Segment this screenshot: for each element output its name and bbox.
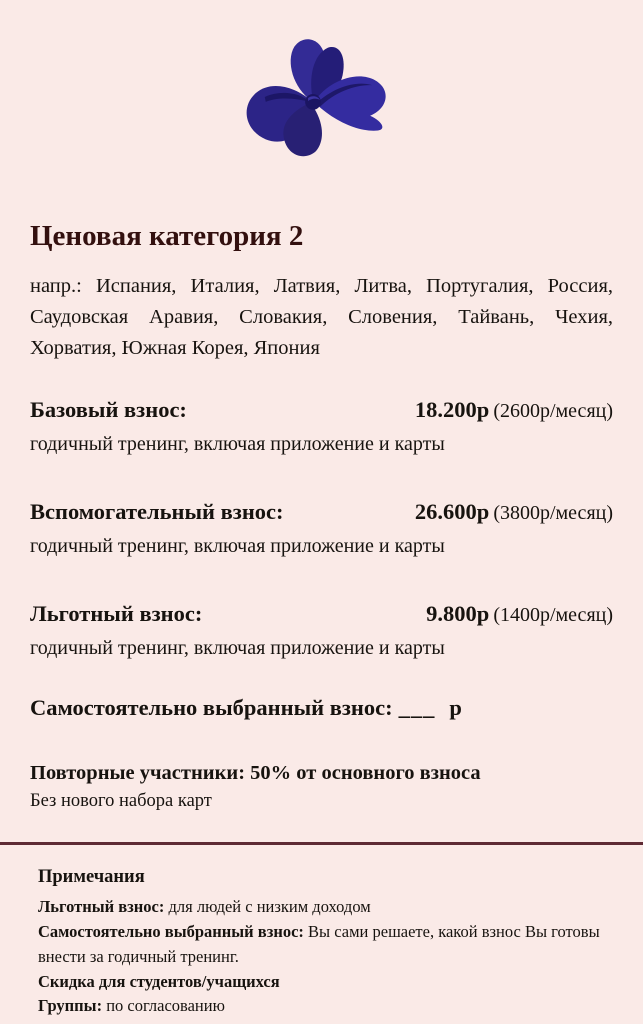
fee-description: годичный тренинг, включая приложение и карты	[30, 636, 445, 659]
fee-description: годичный тренинг, включая приложение и карты	[30, 534, 445, 557]
fee-block-reduced	[30, 600, 613, 660]
note-label: Льготный взнос:	[38, 897, 165, 917]
fee-label: Вспомогательный взнос:	[30, 498, 284, 524]
fee-price: 18.200р	[414, 396, 490, 422]
fee-price: 9.800р	[426, 600, 490, 626]
note-label: Самостоятельно выбранный взнос:	[38, 922, 304, 942]
fee-block-basic	[30, 396, 613, 456]
fee-price-group	[415, 498, 613, 525]
flower-icon	[230, 33, 398, 161]
repeat-participants	[30, 761, 613, 813]
fee-block-auxiliary	[30, 498, 613, 558]
countries-list: напр.: Испания, Италия, Латвия, Литва, Португалия, Россия, Саудовская Аравия, Словакия, Словения, Тайвань, Чехия, Хорватия, Южная Корея, Япония	[30, 275, 613, 359]
notes-section	[0, 845, 643, 1019]
note-item	[38, 920, 613, 970]
note-label: Группы:	[38, 996, 103, 1016]
custom-fee-currency: р	[449, 694, 462, 720]
note-item	[38, 895, 613, 920]
fee-description: годичный тренинг, включая приложение и карты	[30, 432, 445, 455]
repeat-participants-title: Повторные участники: 50% от основного взноса	[30, 761, 481, 784]
note-text: Вы сами решаете, какой взнос Вы готовы внести за годичный тренинг.	[38, 922, 600, 966]
fee-monthly: (2600р/месяц)	[493, 399, 613, 422]
note-item	[38, 994, 613, 1019]
fee-head	[30, 600, 613, 627]
fee-label: Базовый взнос:	[30, 396, 187, 422]
note-text: для людей с низким доходом	[168, 897, 371, 917]
flower-image	[30, 0, 613, 166]
fee-price-group	[415, 396, 613, 423]
custom-fee-blank: ___	[398, 694, 436, 720]
fee-monthly: (3800р/месяц)	[493, 501, 613, 524]
note-text: по согласованию	[106, 996, 225, 1016]
repeat-participants-note: Без нового набора карт	[30, 791, 212, 812]
notes-heading: Примечания	[38, 867, 145, 888]
custom-fee-label: Самостоятельно выбранный взнос:	[30, 694, 393, 720]
note-label: Скидка для студентов/учащихся	[38, 971, 280, 991]
fee-price: 26.600р	[414, 498, 490, 524]
custom-fee-line	[30, 694, 613, 721]
fee-label: Льготный взнос:	[30, 600, 203, 626]
fee-price-group	[426, 600, 613, 627]
fee-monthly: (1400р/месяц)	[493, 603, 613, 626]
fee-head	[30, 498, 613, 525]
note-item	[38, 970, 613, 995]
fee-head	[30, 396, 613, 423]
page-title: Ценовая категория 2	[30, 220, 304, 252]
